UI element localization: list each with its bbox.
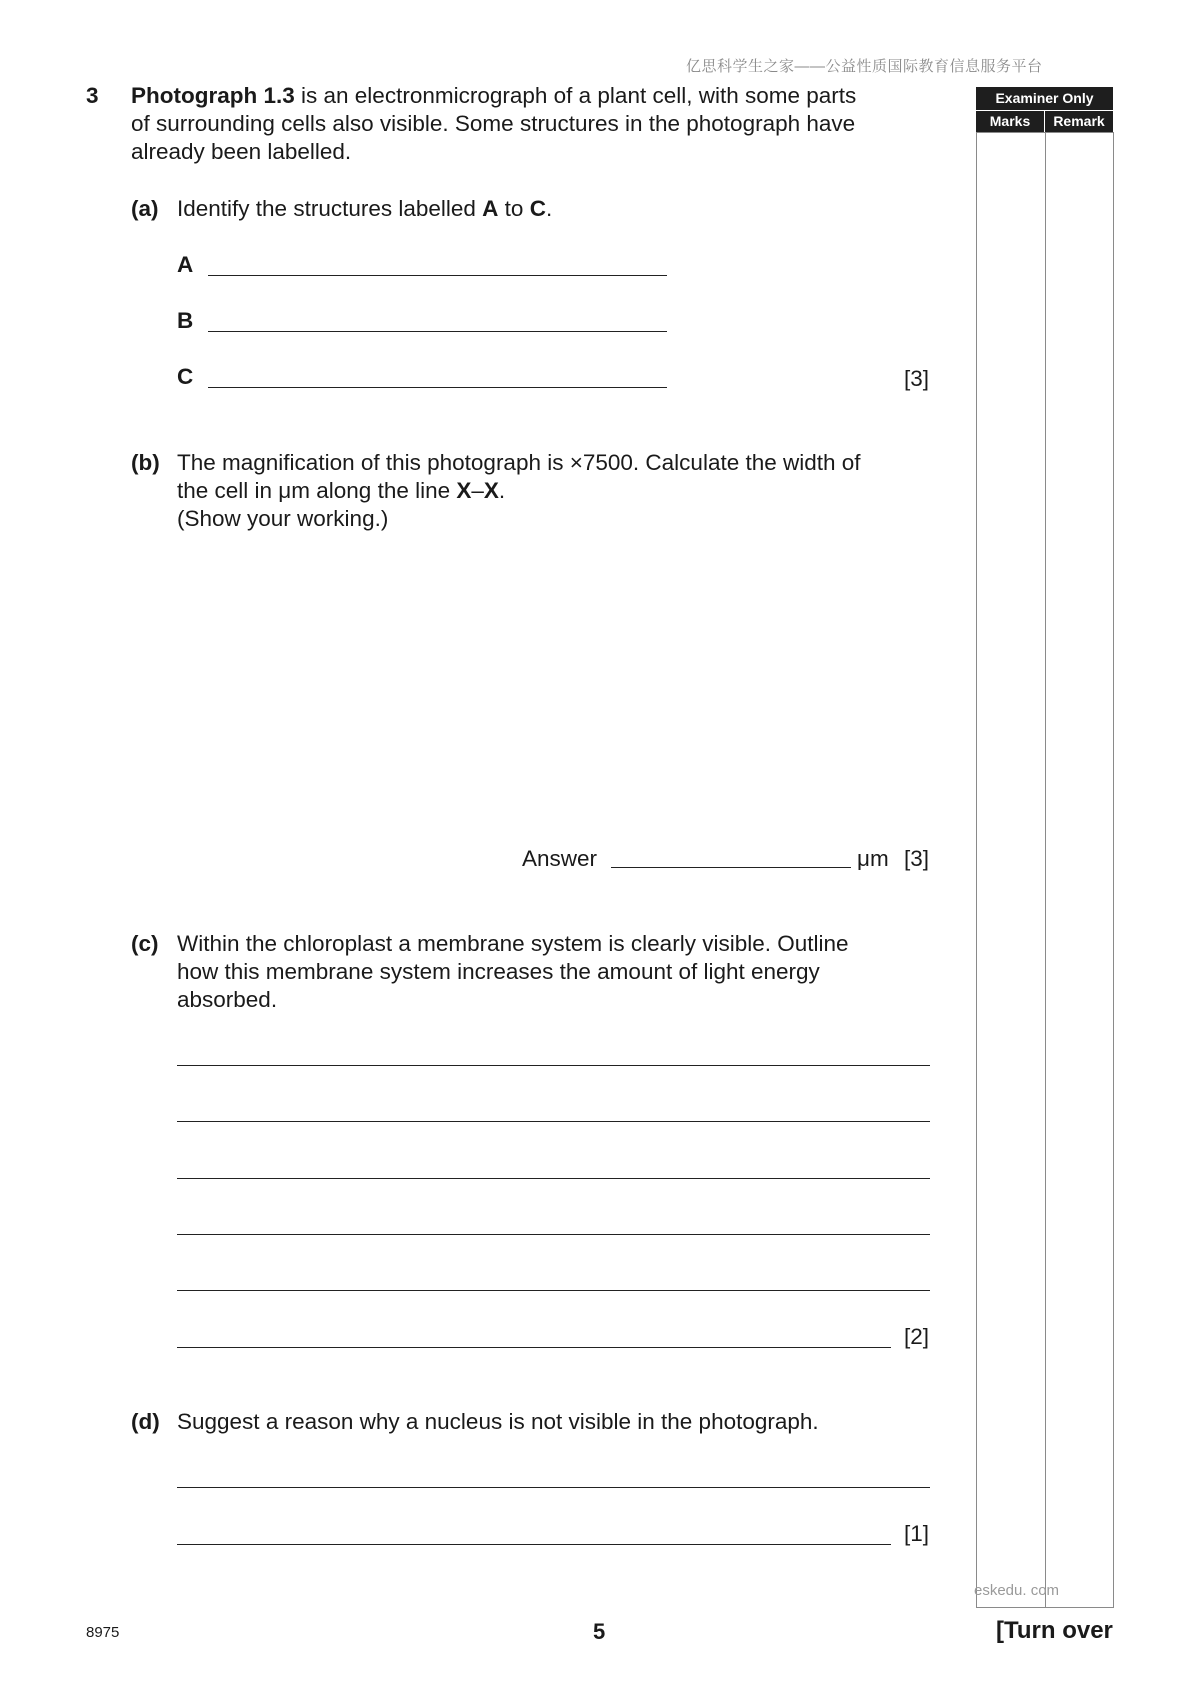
answer-line-d1[interactable] [177, 1487, 930, 1488]
part-b-x2: X [483, 478, 499, 503]
part-b-line2-pre: the cell in μm along the line [177, 478, 457, 503]
part-d-line1: Suggest a reason why a nucleus is not visible in the photograph. [177, 1409, 819, 1434]
remark-column [1045, 132, 1114, 1608]
footer-watermark: eskedu. com [974, 1582, 1060, 1599]
header-watermark: 亿思科学生之家——公益性质国际教育信息服务平台 [686, 58, 1043, 75]
part-a-text-post: . [545, 196, 553, 221]
part-b-marks: [3] [904, 846, 930, 871]
answer-line-c6[interactable] [177, 1347, 891, 1348]
marks-column [976, 132, 1046, 1608]
answer-line-c[interactable] [208, 387, 667, 388]
answer-line-c1[interactable] [177, 1065, 930, 1066]
answer-label-c: C [177, 364, 194, 389]
answer-line-c5[interactable] [177, 1290, 930, 1291]
examiner-only-header: Examiner Only [976, 87, 1113, 110]
part-a-bold-a: A [482, 196, 499, 221]
remark-column-header: Remark [1045, 111, 1113, 132]
intro-line1-rest: is an electronmicrograph of a plant cell, with some parts [294, 83, 857, 108]
part-a-question [177, 195, 552, 223]
part-b-line2-post: . [498, 478, 506, 503]
part-d-marks: [1] [904, 1521, 930, 1546]
part-c-line3: absorbed. [177, 987, 278, 1012]
part-c-line2: how this membrane system increases the amount of light energy [177, 959, 820, 984]
marks-column-header: Marks [976, 111, 1044, 132]
part-a-label: (a) [131, 196, 159, 221]
part-a-text-mid: to [498, 196, 530, 221]
answer-unit: μm [857, 846, 889, 871]
part-a-text-pre: Identify the structures labelled [177, 196, 483, 221]
part-b-dash: – [471, 478, 484, 503]
part-a-marks: [3] [904, 366, 930, 391]
photograph-ref: Photograph 1.3 [131, 83, 295, 108]
paper-code: 8975 [86, 1624, 120, 1641]
answer-line-b[interactable] [208, 331, 667, 332]
question-intro-line3: already been labelled. [131, 139, 352, 164]
part-d-label: (d) [131, 1409, 160, 1434]
part-b-line3: (Show your working.) [177, 506, 389, 531]
answer-line-b-value[interactable] [611, 867, 851, 868]
part-c-label: (c) [131, 931, 159, 956]
answer-line-a[interactable] [208, 275, 667, 276]
page-number: 5 [593, 1619, 606, 1644]
answer-label-a: A [177, 252, 194, 277]
part-b-line1: The magnification of this photograph is ×7500. Calculate the width of [177, 450, 861, 475]
answer-line-c4[interactable] [177, 1234, 930, 1235]
turn-over: [Turn over [996, 1617, 1113, 1644]
question-intro-line2: of surrounding cells also visible. Some structures in the photograph have [131, 111, 856, 136]
answer-line-c3[interactable] [177, 1178, 930, 1179]
answer-line-d2[interactable] [177, 1544, 891, 1545]
question-number: 3 [86, 83, 99, 108]
part-c-line1: Within the chloroplast a membrane system is clearly visible. Outline [177, 931, 849, 956]
answer-line-c2[interactable] [177, 1121, 930, 1122]
part-a-bold-c: C [529, 196, 546, 221]
answer-label: Answer [522, 846, 598, 871]
part-c-marks: [2] [904, 1324, 930, 1349]
part-b-x1: X [456, 478, 472, 503]
part-b-line2 [177, 477, 505, 505]
question-intro-line1 [131, 82, 856, 110]
part-b-label: (b) [131, 450, 160, 475]
answer-label-b: B [177, 308, 194, 333]
